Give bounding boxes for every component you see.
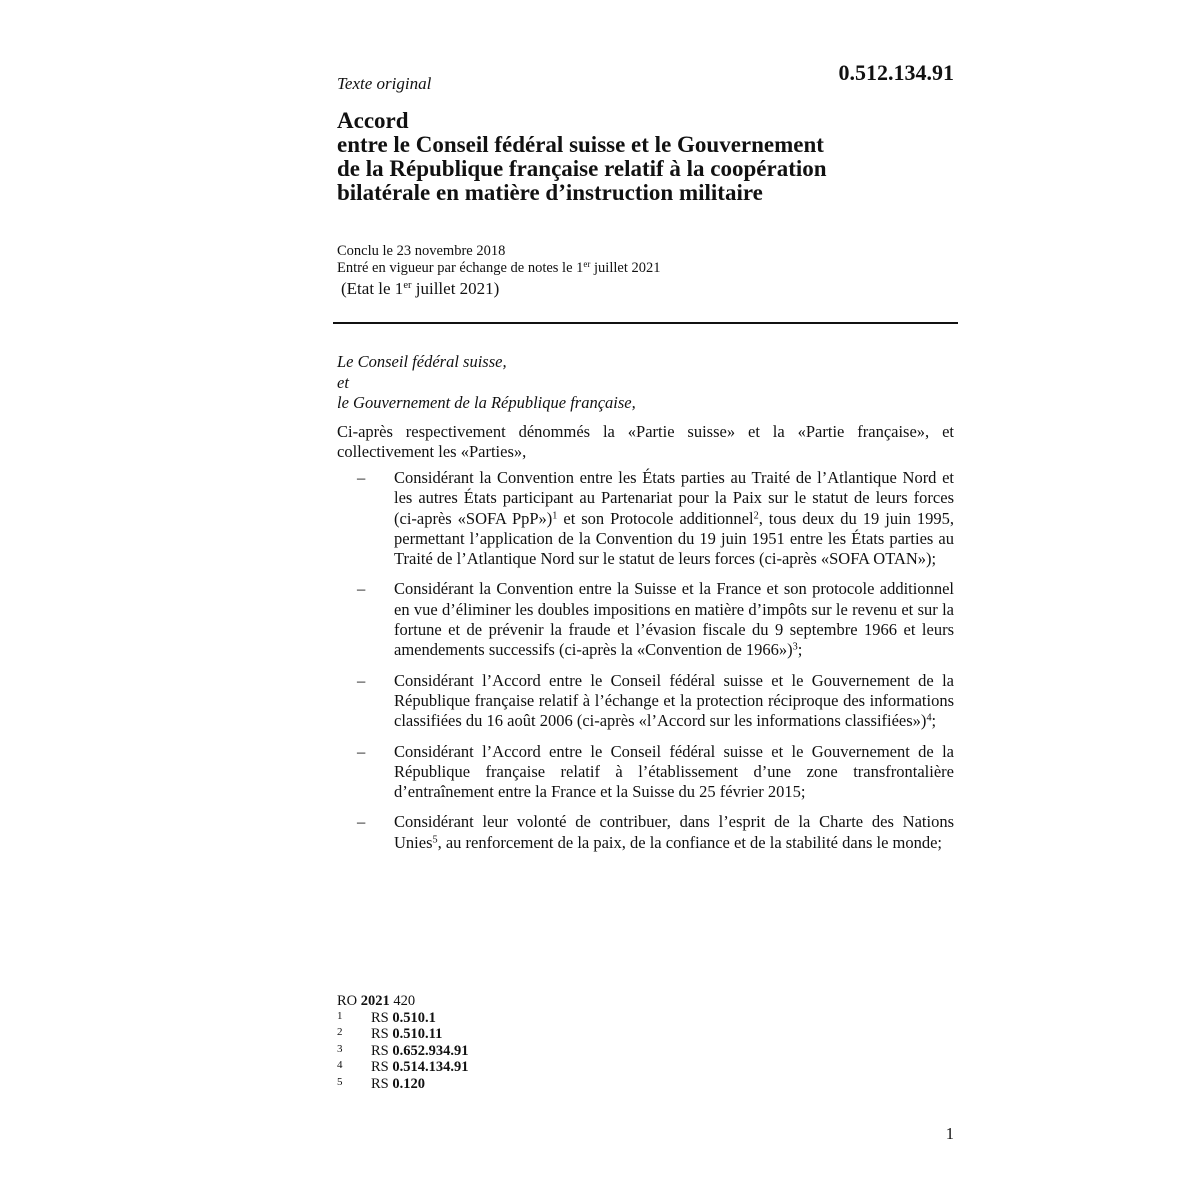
- entry-into-force-prefix: Entré en vigueur par échange de notes le 1: [337, 260, 584, 276]
- party-conjunction: et: [337, 372, 349, 392]
- footnote-number: 1: [337, 1009, 343, 1022]
- party-swiss: Le Conseil fédéral suisse,: [337, 352, 507, 371]
- footnote-prefix: RS: [371, 1075, 393, 1092]
- sr-number: 0.512.134.91: [838, 60, 954, 85]
- footnote-4: [337, 1059, 469, 1076]
- entry-into-force-sup: er: [583, 259, 591, 270]
- document-title: [337, 109, 957, 205]
- footnote-ref: 4: [926, 712, 932, 724]
- footnote-prefix: RS: [371, 1009, 393, 1026]
- recital-text: ;: [931, 711, 937, 731]
- concluded-date: Conclu le 23 novembre 2018: [337, 243, 506, 259]
- footnote-prefix: RS: [371, 1042, 393, 1059]
- ro-prefix: RO: [337, 993, 361, 1009]
- footnote-2: [337, 1026, 469, 1043]
- title-line-1: Accord: [337, 108, 409, 133]
- footnote-rs-ref: 0.510.11: [392, 1026, 443, 1042]
- recital-text: Considérant l’Accord entre le Conseil fédéral suisse et le Gouvernement de la République française relatif à l’échange et la protection réciproque des informations classifiées du 16 août 2006 (ci-après «l’Accord sur les informations classifiées»): [394, 670, 954, 731]
- intro-paragraph: Ci-après respectivement dénommés la «Partie suisse» et la «Partie française», et collectivement les «Parties»,: [337, 422, 954, 461]
- recital-text: , au renforcement de la paix, de la confiance et de la stabilité dans le monde;: [437, 832, 943, 852]
- ro-year: 2021: [360, 993, 390, 1009]
- footnote-ref: 1: [552, 509, 558, 521]
- recital-text: , tous deux du 19 juin 1995, permettant l’application de la Convention du 19 juin 1951 entre les États parties au Traité de l’Atlantique Nord sur le statut de leurs forces (ci-après «SOFA OTAN»);: [394, 508, 954, 569]
- footnote-ref: 2: [753, 509, 759, 521]
- footnote-1: [337, 1010, 469, 1027]
- recital-text: Considérant la Convention entre la Suisse et la France et son protocole additionnel en vue d’éliminer les doubles impositions en matière d’impôts sur le revenu et sur la fortune et de prévenir la fraude et l’évasion fiscale du 9 septembre 1966 et leurs amendements successifs (ci-après la «Convention de 1966»): [394, 579, 954, 660]
- footnote-rs-ref: 0.510.1: [392, 1009, 436, 1026]
- list-dash: –: [357, 670, 366, 690]
- recital-tax-convention: [337, 579, 954, 660]
- footnote-number: 3: [337, 1042, 343, 1055]
- footnote-ref: 3: [792, 641, 798, 653]
- footnote-number: 5: [337, 1075, 343, 1088]
- title-line-2: entre le Conseil fédéral suisse et le Gouvernement: [337, 132, 824, 157]
- footnote-rs-ref: 0.514.134.91: [392, 1059, 469, 1075]
- title-line-3: de la République française relatif à la coopération: [337, 156, 827, 181]
- list-dash: –: [357, 579, 366, 599]
- header-divider: [333, 322, 958, 324]
- footnote-prefix: RS: [371, 1059, 393, 1075]
- recital-text: Considérant l’Accord entre le Conseil fédéral suisse et le Gouvernement de la République française relatif à l’établissement d’une zone transfrontalière d’entraînement entre la France et la Suisse du 25 février 2015;: [394, 741, 954, 802]
- list-dash: –: [357, 741, 366, 761]
- footnote-rs-ref: 0.120: [392, 1075, 425, 1092]
- recital-sofa: [337, 468, 954, 569]
- list-dash: –: [357, 468, 366, 487]
- entry-into-force-suffix: juillet 2021: [590, 260, 661, 276]
- list-dash: –: [357, 812, 366, 832]
- footnotes-section: [337, 993, 469, 1092]
- footnote-prefix: RS: [371, 1026, 393, 1042]
- status-sup: er: [403, 280, 412, 292]
- party-french: le Gouvernement de la République française,: [337, 393, 636, 412]
- status-date: [341, 280, 660, 297]
- contracting-parties: [337, 352, 636, 414]
- footnote-5: [337, 1076, 469, 1093]
- date-info: [337, 243, 660, 297]
- entry-into-force: [337, 260, 660, 277]
- ro-reference: [337, 993, 469, 1010]
- ro-page: 420: [389, 993, 416, 1009]
- recital-classified-info: [337, 671, 954, 732]
- recital-training-zone: [337, 742, 954, 803]
- status-suffix: juillet 2021): [411, 279, 500, 298]
- original-text-label: Texte original: [337, 74, 432, 93]
- footnote-ref: 5: [432, 834, 438, 846]
- recital-text: ;: [797, 640, 803, 660]
- title-line-4: bilatérale en matière d’instruction militaire: [337, 180, 763, 205]
- recitals-list: [337, 468, 954, 863]
- recital-un-charter: [337, 812, 954, 853]
- recital-text: Considérant la Convention entre les États parties au Traité de l’Atlantique Nord et les autres États participant au Partenariat pour la Paix sur le statut de leurs forces (ci-après «SOFA PpP»): [394, 468, 954, 528]
- footnote-number: 2: [337, 1026, 343, 1038]
- footnote-3: [337, 1043, 469, 1060]
- footnote-rs-ref: 0.652.934.91: [392, 1042, 469, 1059]
- recital-text: et son Protocole additionnel: [557, 508, 754, 528]
- recital-text: Considérant leur volonté de contribuer, dans l’esprit de la Charte des Nations Unies: [394, 812, 954, 852]
- footnote-number: 4: [337, 1059, 343, 1071]
- status-prefix: (Etat le 1: [341, 279, 404, 298]
- page-number: 1: [945, 1124, 954, 1143]
